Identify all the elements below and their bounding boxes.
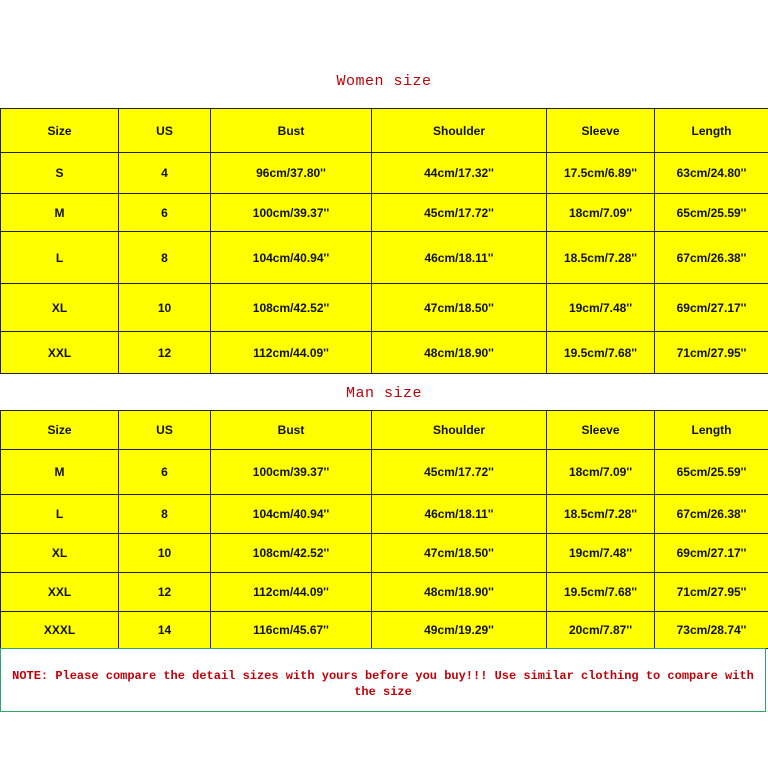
table-cell: 6 [119, 194, 211, 232]
table-cell: 49cm/19.29'' [372, 612, 547, 649]
table-cell: XL [1, 284, 119, 332]
table-cell: 71cm/27.95'' [655, 332, 768, 374]
header-cell-sleeve: Sleeve [547, 109, 655, 153]
table-cell: L [1, 495, 119, 534]
table-cell: 108cm/42.52'' [211, 284, 372, 332]
header-cell-bust: Bust [211, 109, 372, 153]
table-cell: 18.5cm/7.28'' [547, 495, 655, 534]
table-cell: 108cm/42.52'' [211, 534, 372, 573]
table-cell: 19.5cm/7.68'' [547, 573, 655, 612]
table-cell: XXXL [1, 612, 119, 649]
table-cell: 69cm/27.17'' [655, 284, 768, 332]
table-cell: 18.5cm/7.28'' [547, 232, 655, 284]
table-cell: 67cm/26.38'' [655, 495, 768, 534]
header-cell-us: US [119, 109, 211, 153]
table-cell: L [1, 232, 119, 284]
table-cell: 112cm/44.09'' [211, 573, 372, 612]
header-cell-length: Length [655, 109, 768, 153]
table-cell: 10 [119, 284, 211, 332]
table-row [1, 153, 768, 194]
table-cell: 12 [119, 573, 211, 612]
table-cell: 8 [119, 232, 211, 284]
table-cell: 65cm/25.59'' [655, 450, 768, 495]
note-text: NOTE: Please compare the detail sizes with yours before you buy!!! Use similar clothing to compare with the size [0, 648, 766, 712]
table-cell: 45cm/17.72'' [372, 450, 547, 495]
table-cell: 100cm/39.37'' [211, 194, 372, 232]
table-row [1, 495, 768, 534]
table-cell: 96cm/37.80'' [211, 153, 372, 194]
table-cell: XXL [1, 332, 119, 374]
table-row [1, 194, 768, 232]
table-cell: 45cm/17.72'' [372, 194, 547, 232]
table-cell: M [1, 194, 119, 232]
table-cell: 18cm/7.09'' [547, 450, 655, 495]
table-row [1, 573, 768, 612]
table-cell: 4 [119, 153, 211, 194]
table-cell: 69cm/27.17'' [655, 534, 768, 573]
table-cell: 18cm/7.09'' [547, 194, 655, 232]
table-cell: 67cm/26.38'' [655, 232, 768, 284]
header-cell-length: Length [655, 411, 768, 450]
table-cell: 104cm/40.94'' [211, 495, 372, 534]
header-cell-sleeve: Sleeve [547, 411, 655, 450]
table-cell: 10 [119, 534, 211, 573]
table-cell: 19cm/7.48'' [547, 284, 655, 332]
header-cell-shoulder: Shoulder [372, 109, 547, 153]
table-cell: 19cm/7.48'' [547, 534, 655, 573]
women-size-table [0, 108, 768, 374]
table-cell: 20cm/7.87'' [547, 612, 655, 649]
table-cell: 8 [119, 495, 211, 534]
table-cell: 73cm/28.74'' [655, 612, 768, 649]
table-cell: 116cm/45.67'' [211, 612, 372, 649]
table-cell: 46cm/18.11'' [372, 495, 547, 534]
table-header-row [1, 411, 768, 450]
table-cell: M [1, 450, 119, 495]
table-row [1, 612, 768, 649]
table-cell: 44cm/17.32'' [372, 153, 547, 194]
table-cell: 48cm/18.90'' [372, 573, 547, 612]
table-cell: 19.5cm/7.68'' [547, 332, 655, 374]
table-cell: 12 [119, 332, 211, 374]
women-size-title: Women size [336, 73, 432, 90]
table-cell: S [1, 153, 119, 194]
table-cell: XL [1, 534, 119, 573]
table-cell: 6 [119, 450, 211, 495]
header-cell-size: Size [1, 411, 119, 450]
table-row [1, 284, 768, 332]
table-header-row [1, 109, 768, 153]
header-cell-shoulder: Shoulder [372, 411, 547, 450]
table-row [1, 232, 768, 284]
table-cell: XXL [1, 573, 119, 612]
table-cell: 100cm/39.37'' [211, 450, 372, 495]
header-cell-size: Size [1, 109, 119, 153]
header-cell-us: US [119, 411, 211, 450]
table-row [1, 534, 768, 573]
man-size-title: Man size [345, 385, 422, 402]
header-cell-bust: Bust [211, 411, 372, 450]
table-cell: 112cm/44.09'' [211, 332, 372, 374]
table-cell: 104cm/40.94'' [211, 232, 372, 284]
table-cell: 63cm/24.80'' [655, 153, 768, 194]
table-cell: 65cm/25.59'' [655, 194, 768, 232]
table-cell: 17.5cm/6.89'' [547, 153, 655, 194]
table-row [1, 332, 768, 374]
table-cell: 14 [119, 612, 211, 649]
table-cell: 71cm/27.95'' [655, 573, 768, 612]
table-row [1, 450, 768, 495]
table-cell: 47cm/18.50'' [372, 284, 547, 332]
table-cell: 48cm/18.90'' [372, 332, 547, 374]
man-size-table [0, 410, 768, 649]
table-cell: 47cm/18.50'' [372, 534, 547, 573]
table-cell: 46cm/18.11'' [372, 232, 547, 284]
